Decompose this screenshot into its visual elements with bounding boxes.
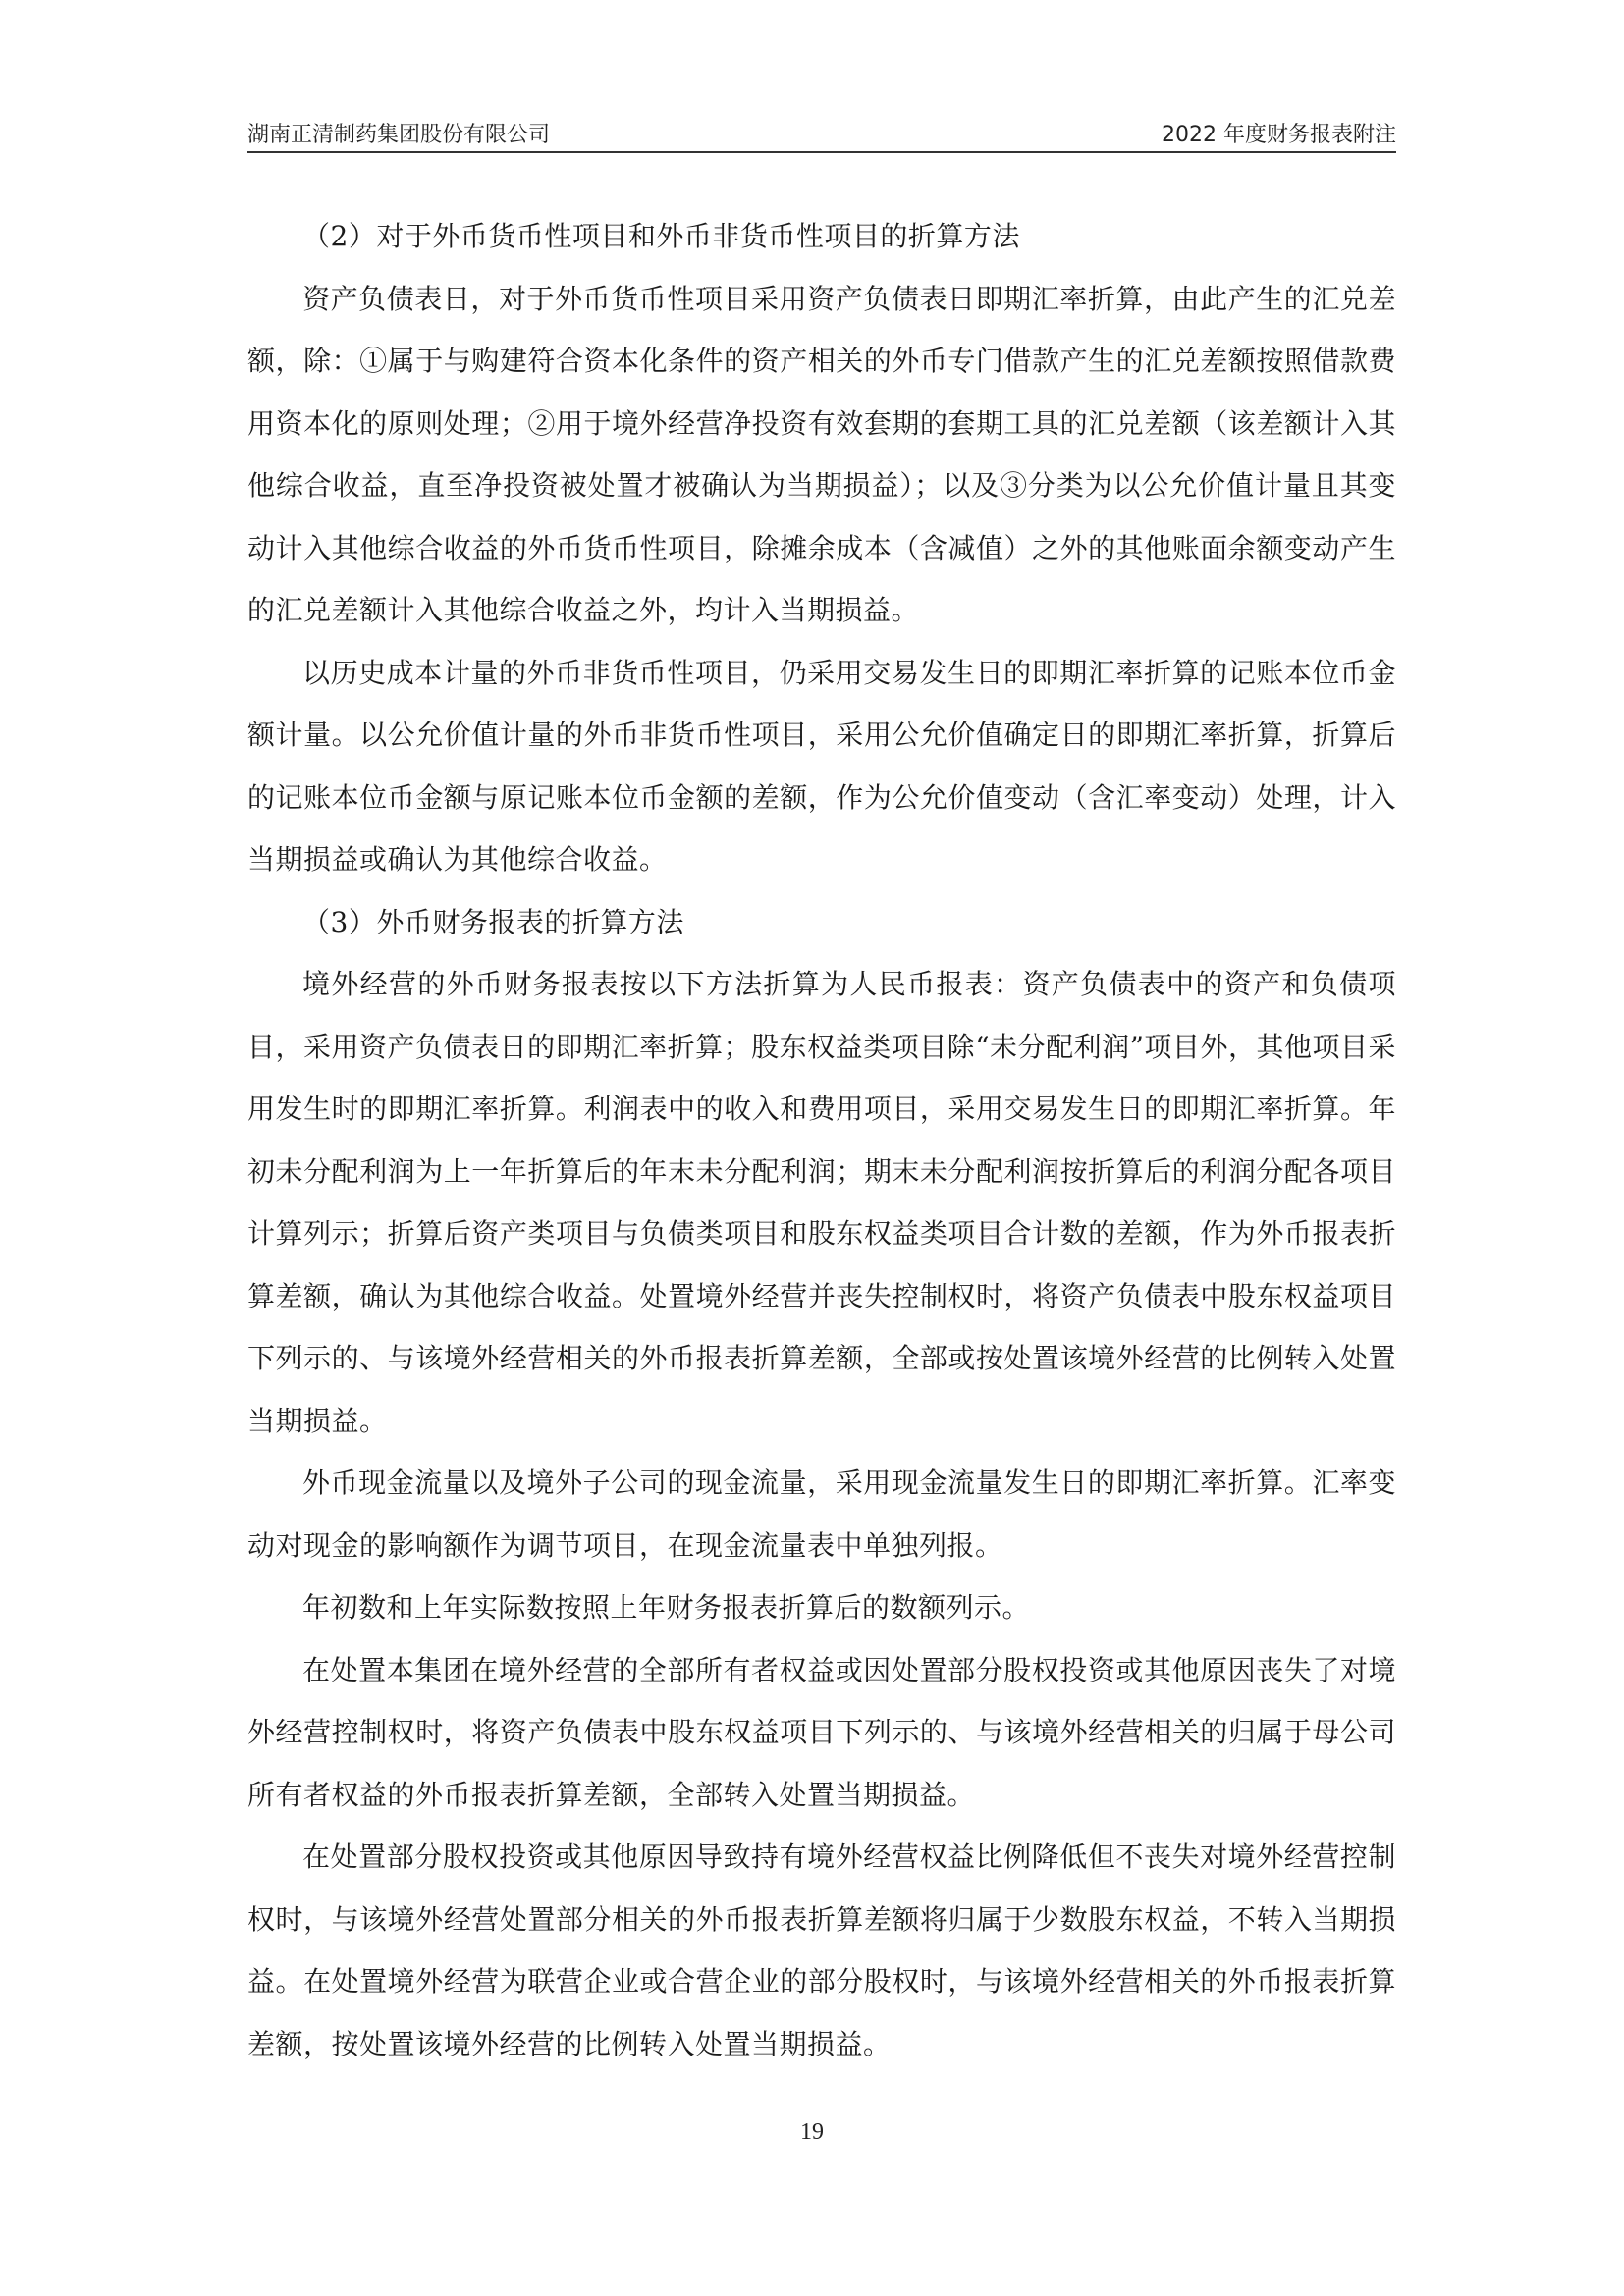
page-header bbox=[247, 112, 1396, 151]
paragraph: 以历史成本计量的外币非货币性项目，仍采用交易发生日的即期汇率折算的记账本位币金额计量。以公允价值计量的外币非货币性项目，采用公允价值确定日的即期汇率折算，折算后的记账本位币金额与原记账本位币金额的差额，作为公允价值变动（含汇率变动）处理，计入当期损益或确认为其他综合收益。 bbox=[247, 656, 1396, 876]
paragraph: 年初数和上年实际数按照上年财务报表折算后的数额列示。 bbox=[302, 1591, 1031, 1624]
paragraph: 在处置部分股权投资或其他原因导致持有境外经营权益比例降低但不丧失对境外经营控制权时，与该境外经营处置部分相关的外币报表折算差额将归属于少数股东权益，不转入当期损益。在处置境外经营为联营企业或合营企业的部分股权时，与该境外经营相关的外币报表折算差额，按处置该境外经营的比例转入处置当期损益。 bbox=[247, 1841, 1396, 2060]
section-heading-fx-statements: （3）外币财务报表的折算方法 bbox=[302, 905, 684, 938]
paragraph: 在处置本集团在境外经营的全部所有者权益或因处置部分股权投资或其他原因丧失了对境外经营控制权时，将资产负债表中股东权益项目下列示的、与该境外经营相关的归属于母公司所有者权益的外币报表折算差额，全部转入处置当期损益。 bbox=[247, 1653, 1396, 1811]
paragraph: 外币现金流量以及境外子公司的现金流量，采用现金流量发生日的即期汇率折算。汇率变动对现金的影响额作为调节项目，在现金流量表中单独列报。 bbox=[247, 1467, 1396, 1562]
report-title: 2022 年度财务报表附注 bbox=[1162, 123, 1396, 147]
document-body bbox=[247, 205, 1396, 2075]
page-number: 19 bbox=[800, 2119, 824, 2145]
paragraph: 境外经营的外币财务报表按以下方法折算为人民币报表：资产负债表中的资产和负债项目，采用资产负债表日的即期汇率折算；股东权益类项目除“未分配利润”项目外，其他项目采用发生时的即期汇率折算。利润表中的收入和费用项目，采用交易发生日的即期汇率折算。年初未分配利润为上一年折算后的年末未分配利润；期末未分配利润按折算后的利润分配各项目计算列示；折算后资产类项目与负债类项目和股东权益类项目合计数的差额，作为外币报表折算差额，确认为其他综合收益。处置境外经营并丧失控制权时，将资产负债表中股东权益项目下列示的、与该境外经营相关的外币报表折算差额，全部或按处置该境外经营的比例转入处置当期损益。 bbox=[247, 968, 1396, 1437]
header-divider bbox=[247, 151, 1396, 153]
section-heading-monetary-items: （2）对于外币货币性项目和外币非货币性项目的折算方法 bbox=[302, 220, 1020, 252]
company-name: 湖南正清制药集团股份有限公司 bbox=[247, 123, 551, 147]
paragraph: 资产负债表日，对于外币货币性项目采用资产负债表日即期汇率折算，由此产生的汇兑差额，除：①属于与购建符合资本化条件的资产相关的外币专门借款产生的汇兑差额按照借款费用资本化的原则处理；②用于境外经营净投资有效套期的套期工具的汇兑差额（该差额计入其他综合收益，直至净投资被处置才被确认为当期损益）；以及③分类为以公允价值计量且其变动计入其他综合收益的外币货币性项目，除摊余成本（含减值）之外的其他账面余额变动产生的汇兑差额计入其他综合收益之外，均计入当期损益。 bbox=[247, 282, 1396, 626]
